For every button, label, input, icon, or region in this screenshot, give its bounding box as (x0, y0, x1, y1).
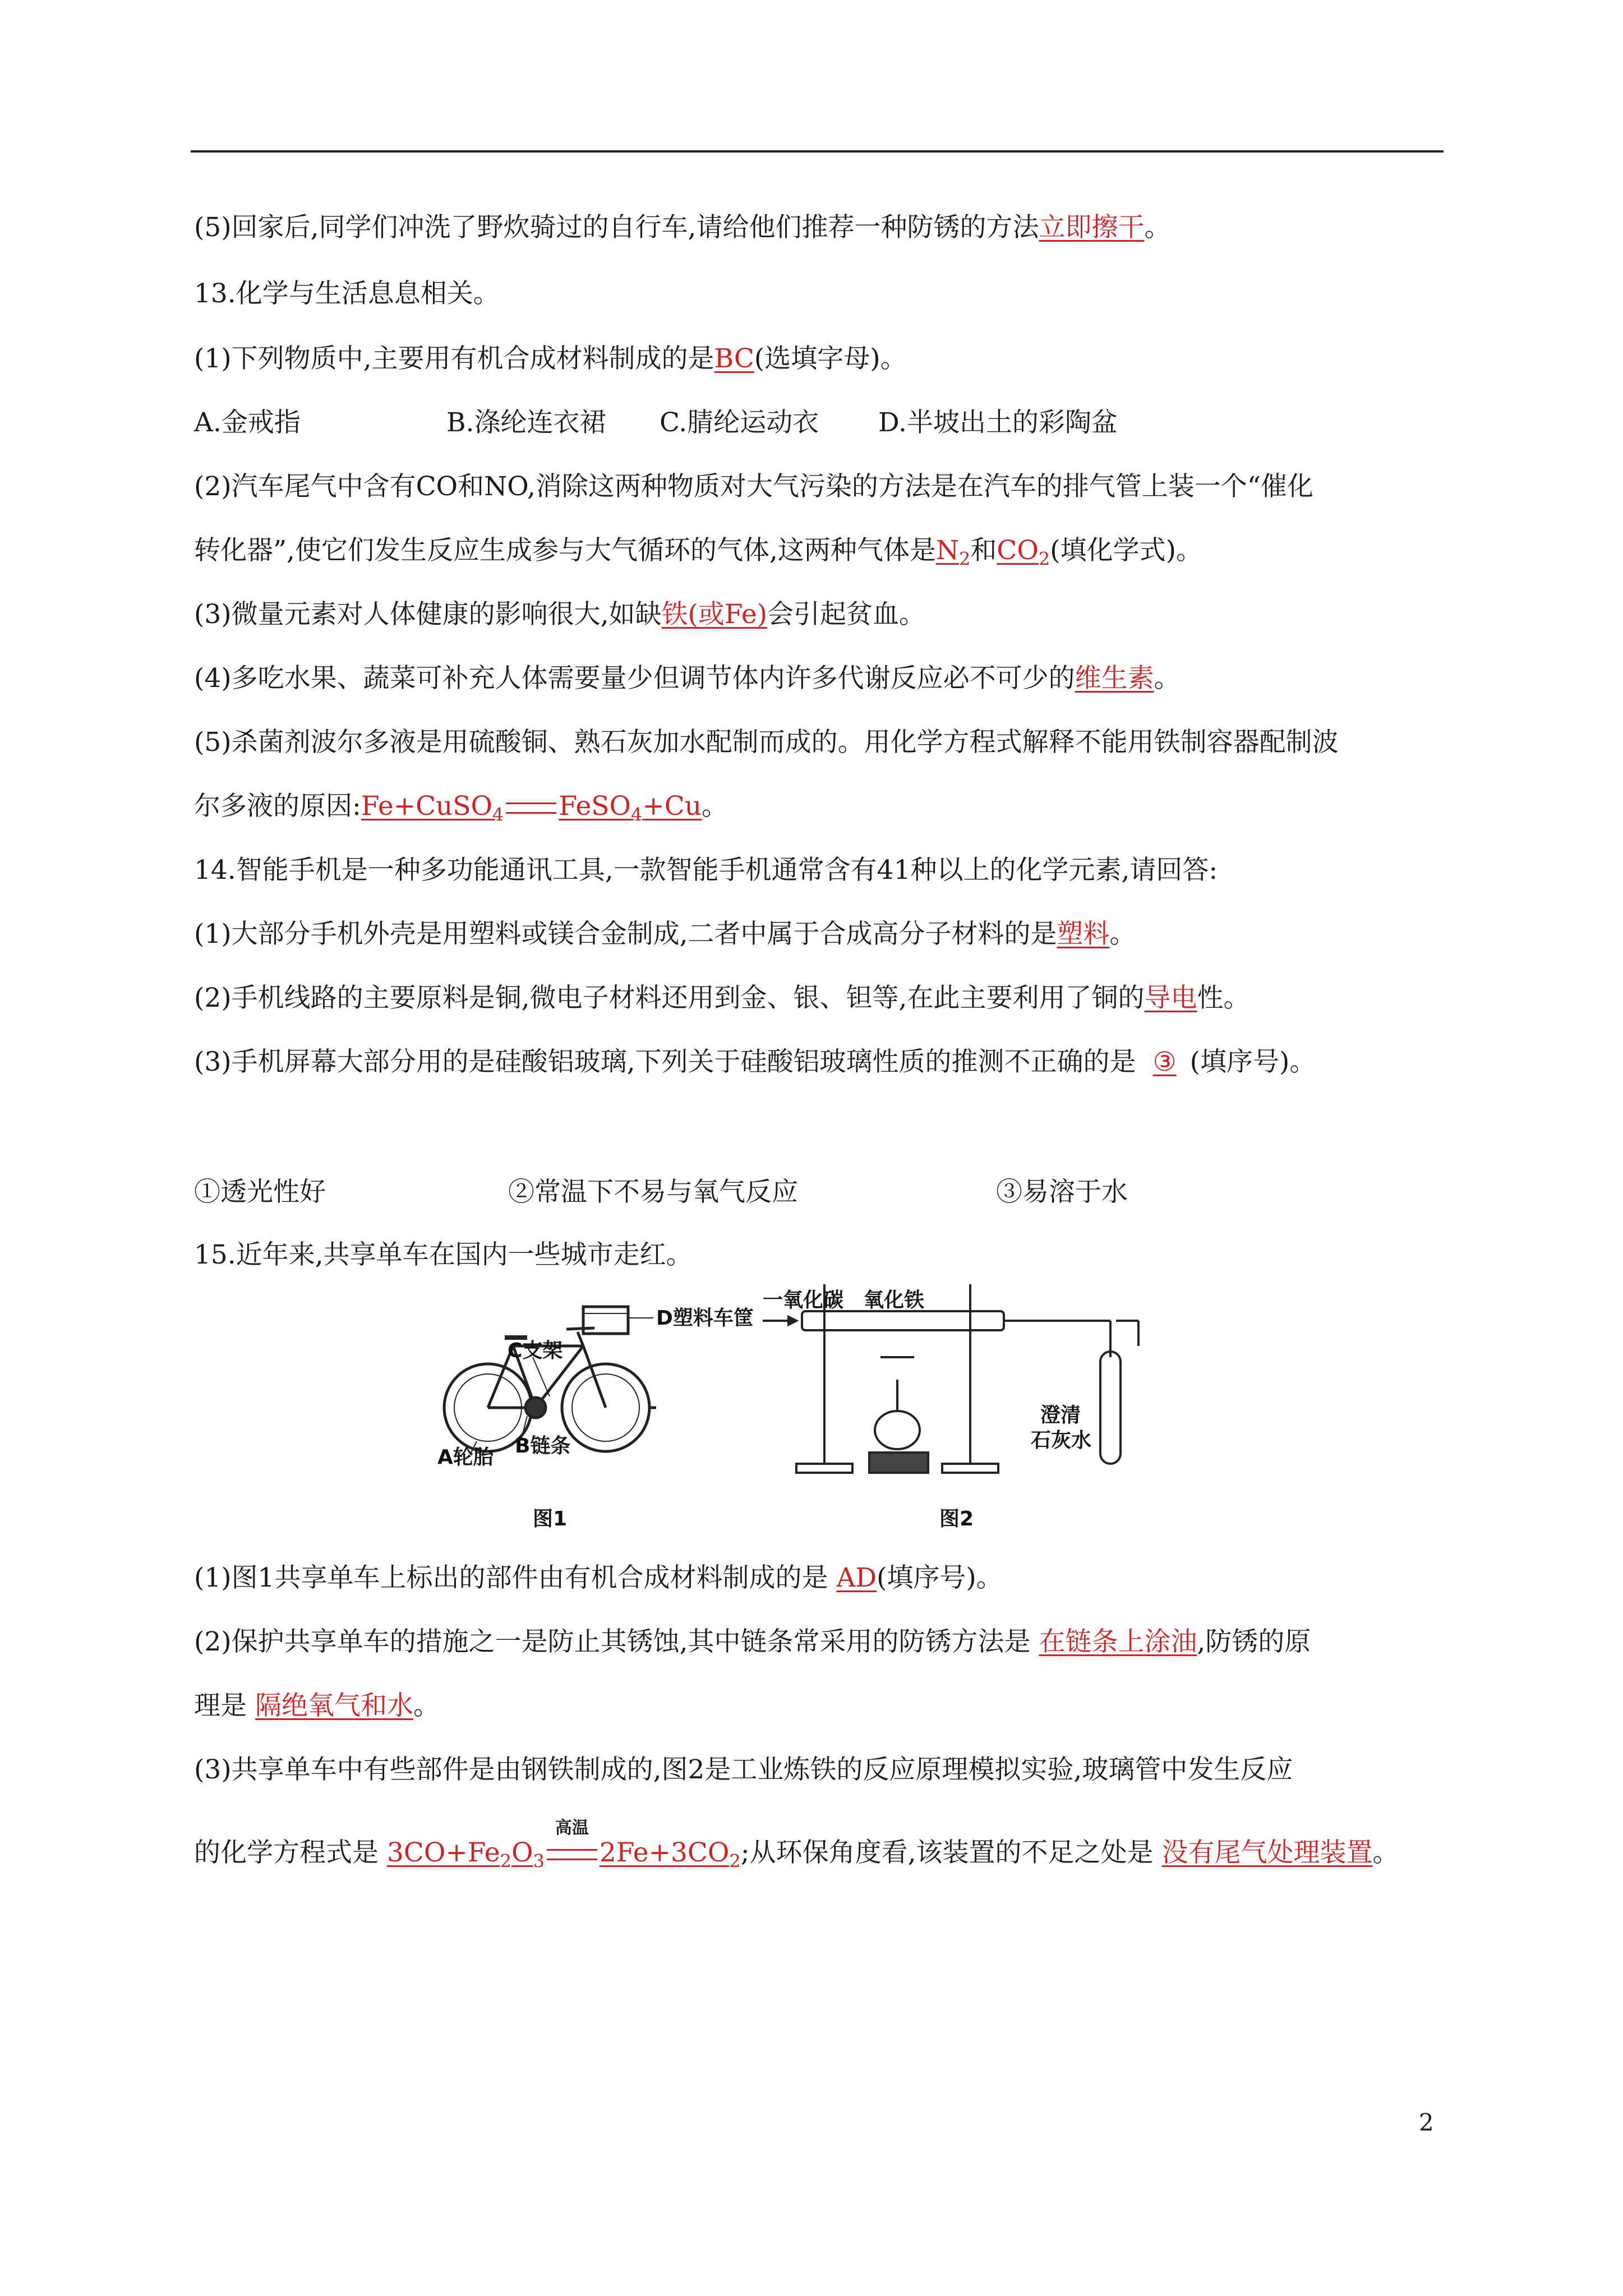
q13-part5-line1: (5)杀菌剂波尔多液是用硫酸铜、熟石灰加水配制而成的。用化学方程式解释不能用铁制容器配制波 (194, 727, 1339, 758)
q14-options (194, 1175, 1128, 1209)
equation: FeSO$_4$+Cu (559, 791, 702, 826)
answer: 立即擦干 (1039, 212, 1145, 243)
q13-part2-line2: 转化器”,使它们发生反应生成参与大气循环的气体,这两种气体是$N_2$和$CO_2$(填化学式)。 (194, 535, 1202, 570)
figure2-caption: 图2 (939, 1507, 974, 1530)
q13-part3: (3)微量元素对人体健康的影响很大,如缺铁(或Fe)会引起贫血。 (194, 599, 926, 630)
option-1: ①透光性好 (194, 1177, 326, 1207)
equation: $3CO+Fe_2O_3$ (386, 1837, 545, 1872)
label-d-basket: D塑料车筐 (656, 1307, 754, 1330)
answer: 维生素 (1075, 663, 1154, 694)
answer: 塑料 (1057, 919, 1110, 949)
answer: $N_2$ (935, 535, 971, 570)
q14-part2: (2)手机线路的主要原料是铜,微电子材料还用到金、银、钽等,在此主要利用了铜的导电性。 (194, 983, 1250, 1013)
label-a-tire: A轮胎 (437, 1446, 494, 1469)
answer: $CO_2$ (997, 535, 1050, 570)
label-c-frame: C支架 (508, 1339, 563, 1362)
equals-sign (547, 1849, 597, 1860)
q13-options (194, 406, 1118, 440)
q12-part5: (5)回家后,同学们冲洗了野炊骑过的自行车,请给他们推荐一种防锈的方法立即擦干。 (194, 212, 1171, 243)
answer: 隔绝氧气和水 (255, 1690, 413, 1721)
q15-part2-line2: 理是 隔绝氧气和水。 (194, 1690, 440, 1721)
answer: 导电 (1144, 983, 1197, 1013)
answer: AD (836, 1562, 877, 1593)
answer: 在链条上涂油 (1039, 1626, 1197, 1657)
q13-part1: (1)下列物质中,主要用有机合成材料制成的是BC(选填字母)。 (194, 343, 907, 374)
label-limewater-2: 石灰水 (1031, 1429, 1092, 1452)
q13-title: 13.化学与生活息息相关。 (194, 278, 500, 309)
answer: 铁(或Fe) (661, 599, 768, 630)
page-number: 2 (1419, 2109, 1434, 2136)
q14-part1: (1)大部分手机外壳是用塑料或镁合金制成,二者中属于合成高分子材料的是塑料。 (194, 919, 1136, 949)
label-b-chain: B链条 (515, 1435, 571, 1458)
q15-part2-line1: (2)保护共享单车的措施之一是防止其锈蚀,其中链条常采用的防锈方法是 在链条上涂油,防锈的原 (194, 1626, 1311, 1657)
q13-part5-line2: 尔多液的原因:Fe+CuSO$_4$ FeSO$_4$+Cu。 (194, 791, 728, 826)
figure1-caption: 图1 (533, 1507, 568, 1530)
answer: BC (714, 343, 754, 374)
q14-part3: (3)手机屏幕大部分用的是硅酸铝玻璃,下列关于硅酸铝玻璃性质的推测不正确的是 ③ (填序号)。 (194, 1046, 1316, 1077)
q15-figures (415, 1284, 1166, 1542)
q15-part3-line2: 的化学方程式是 $3CO+Fe_2O_3$ 高温 $2Fe+3CO_2$;从环保角度看,该装置的不足之处是 没有尾气处理装置。 (194, 1818, 1399, 1872)
reaction-condition: 高温 (545, 1836, 600, 1870)
q13-part2-line1: (2)汽车尾气中含有CO和NO,消除这两种物质对大气污染的方法是在汽车的排气管上装一个“催化 (194, 471, 1313, 502)
equation: $2Fe+3CO_2$ (599, 1837, 741, 1872)
label-iron-oxide: 氧化铁 (864, 1289, 925, 1312)
option-2: ②常温下不易与氧气反应 (508, 1177, 798, 1207)
option-b: B.涤纶连衣裙 (446, 407, 606, 438)
label-limewater-1: 澄清 (1040, 1404, 1081, 1427)
q15-part3-line1: (3)共享单车中有些部件是由钢铁制成的,图2是工业炼铁的反应原理模拟实验,玻璃管中发生反应 (194, 1754, 1293, 1785)
equals-sign (506, 803, 556, 814)
answer: 没有尾气处理装置 (1161, 1837, 1373, 1868)
q15-title: 15.近年来,共享单车在国内一些城市走红。 (194, 1239, 693, 1270)
option-a: A.金戒指 (194, 407, 301, 438)
header-rule (191, 150, 1444, 153)
answer: ③ (1152, 1046, 1177, 1077)
bicycle-illustration (444, 1307, 656, 1451)
option-d: D.半坡出土的彩陶盆 (878, 407, 1118, 438)
option-c: C.腈纶运动衣 (660, 407, 819, 438)
option-3: ③易溶于水 (996, 1177, 1128, 1207)
q15-part1: (1)图1共享单车上标出的部件由有机合成材料制成的是 AD(填序号)。 (194, 1562, 1003, 1593)
equation: Fe+CuSO$_4$ (361, 791, 504, 826)
label-co: 一氧化碳 (763, 1289, 844, 1312)
q14-title: 14.智能手机是一种多功能通讯工具,一款智能手机通常含有41种以上的化学元素,请回答: (194, 855, 1218, 886)
q13-part4: (4)多吃水果、蔬菜可补充人体需要量少但调节体内许多代谢反应必不可少的维生素。 (194, 663, 1181, 694)
